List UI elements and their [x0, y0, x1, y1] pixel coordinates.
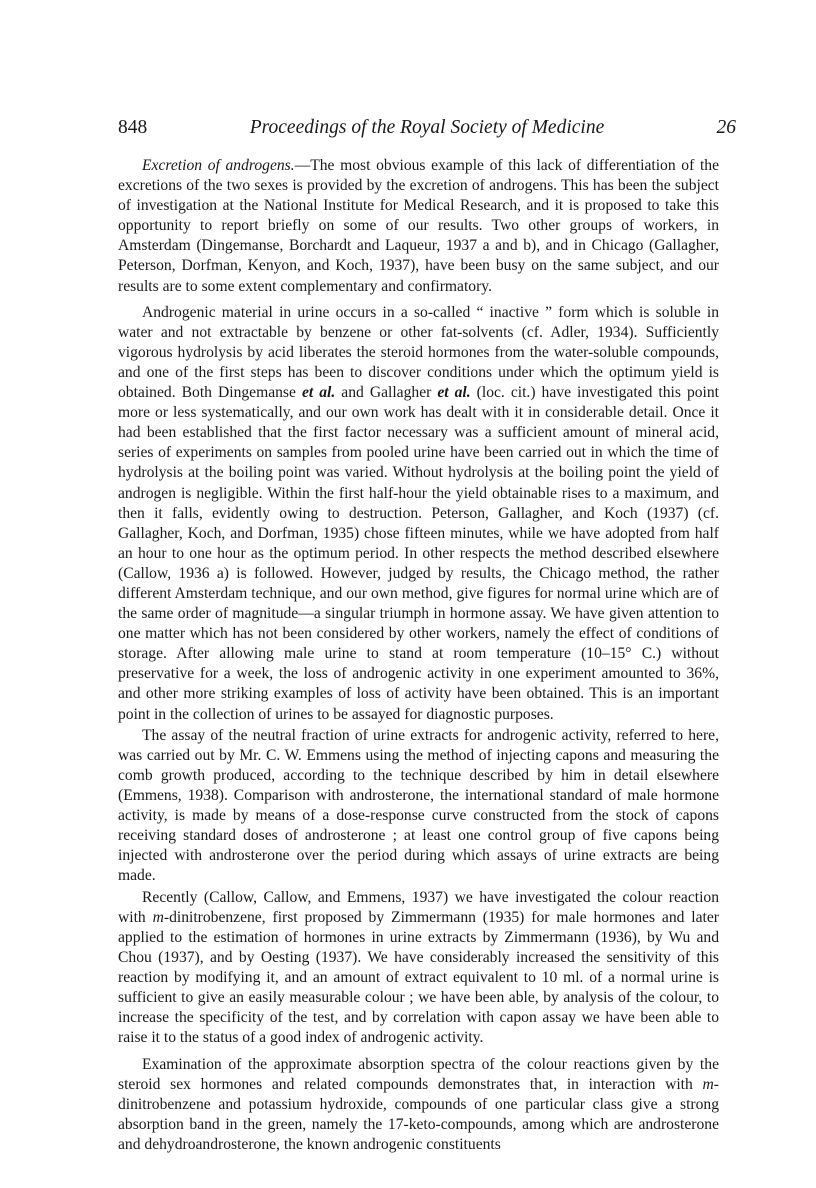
paragraph-absorption-spectra: [118, 1055, 719, 1155]
paragraph-text: and Gallagher: [335, 384, 438, 402]
page-number: 848: [118, 117, 148, 138]
volume-number: 26: [716, 117, 736, 138]
paragraph-text: —The most obvious example of this lack of differentiation of the excretions of the two sexes is provided by the excretion of androgens. This has been the subject of investigation at the National Institute for Medical Research, and it is proposed to take this opportunity to report briefly on some of our results. Two other groups of workers, in Amsterdam (Dingemanse, Borchardt and Laqueur, 1937 a and b), and in Chicago (Gallagher, Peterson, Dorfman, Kenyon, and Koch, 1937), have been busy on the same subject, and our results are to some extent complementary and confirmatory.: [118, 157, 719, 295]
journal-title: Proceedings of the Royal Society of Medicine: [249, 117, 605, 138]
paragraph-text: -dinitrobenzene and potassium hydroxide, compounds of one particular class give a strong absorption band in the green, namely the 17-keto-compounds, among which are androsterone and dehydroandrosterone, the known androgenic constituents: [118, 1075, 719, 1153]
paragraph-text: -dinitrobenzene, first proposed by Zimmermann (1935) for male hormones and later applied to the estimation of hormones in urine extracts by Zimmermann (1936), by Wu and Chou (1937), and by Oesting (1937). We have considerably increased the sensitivity of this reaction by modifying it, and an amount of extract equivalent to 10 ml. of a normal urine is sufficient to give an easily measurable colour ; we have been able, by analysis of the colour, to increase the specificity of the test, and by correlation with capon assay we have been able to raise it to the status of a good index of androgenic activity.: [118, 908, 719, 1047]
paragraph-colour-reaction: [118, 888, 719, 1049]
paragraph-assay-neutral-fraction: [118, 726, 719, 887]
meta-prefix-italic: m: [152, 908, 164, 926]
article-body: [118, 156, 719, 1156]
et-al-italic: et al.: [437, 384, 471, 402]
paragraph-text: (loc. cit.) have investigated this point more or less systematically, and our own work has dealt with it in considerable detail. Once it had been established that the first factor necessary was a sufficient amount of mineral acid, series of experiments on samples from pooled urine have been carried out in which the time of hydrolysis at the boiling point was varied. Without hydrolysis at the boiling point the yield of androgen is negligible. Within the first half-hour the yield obtainable rises to a maximum, and then it falls, evidently owing to destruction. Peterson, Gallagher, and Koch (1937) (cf. Gallagher, Koch, and Dorfman, 1935) chose fifteen minutes, while we have adopted from half an hour to one hour as the optimum period. In other respects the method described elsewhere (Callow, 1936 a) is followed. However, judged by results, the Chicago method, the rather different Amsterdam technique, and our own method, give figures for normal urine which are of the same order of magnitude—a singular triumph in hormone assay. We have given attention to one matter which has not been considered by other workers, namely the effect of conditions of storage. After allowing male urine to stand at room temperature (10–15° C.) without preservative for a week, the loss of androgenic activity in one experiment amounted to 36%, and other more striking examples of loss of activity have been obtained. This is an important point in the collection of urines to be assayed for diagnostic purposes.: [118, 384, 720, 723]
paragraph-text: Examination of the approximate absorption spectra of the colour reactions given by the steroid sex hormones and related compounds demonstrates that, in interaction with: [118, 1055, 719, 1093]
section-heading: Excretion of androgens.: [142, 157, 295, 174]
running-header: [118, 117, 736, 145]
paragraph-text: The assay of the neutral fraction of urine extracts for androgenic activity, referred to here, was carried out by Mr. C. W. Emmens using the method of injecting capons and measuring the comb growth produced, according to the technique described by him in detail elsewhere (Emmens, 1938). Comparison with androsterone, the international standard of male hormone activity, is made by means of a dose-response curve constructed from the stock of capons receiving standard doses of androsterone ; at least one control group of five capons being injected with androsterone over the period during which assays of urine extracts are being made.: [118, 726, 719, 885]
paragraph-text: Androgenic material in urine occurs in a so-called “ inactive ” form which is soluble in water and not extractable by benzene or other fat-solvents (cf. Adler, 1934). Sufficiently vigorous hydrolysis by acid liberates the steroid hormones from the water-soluble compounds, and one of the first steps has been to discover conditions under which the optimum yield is obtained. Both Dingemanse: [118, 303, 719, 402]
et-al-italic: et al.: [301, 384, 336, 402]
meta-prefix-italic: m: [702, 1075, 714, 1093]
paragraph-androgenic-material: [118, 303, 719, 725]
paragraph-text: Recently (Callow, Callow, and Emmens, 1937) we have investigated the colour reaction with: [118, 888, 719, 926]
paragraph-excretion-of-androgens: [118, 156, 719, 297]
